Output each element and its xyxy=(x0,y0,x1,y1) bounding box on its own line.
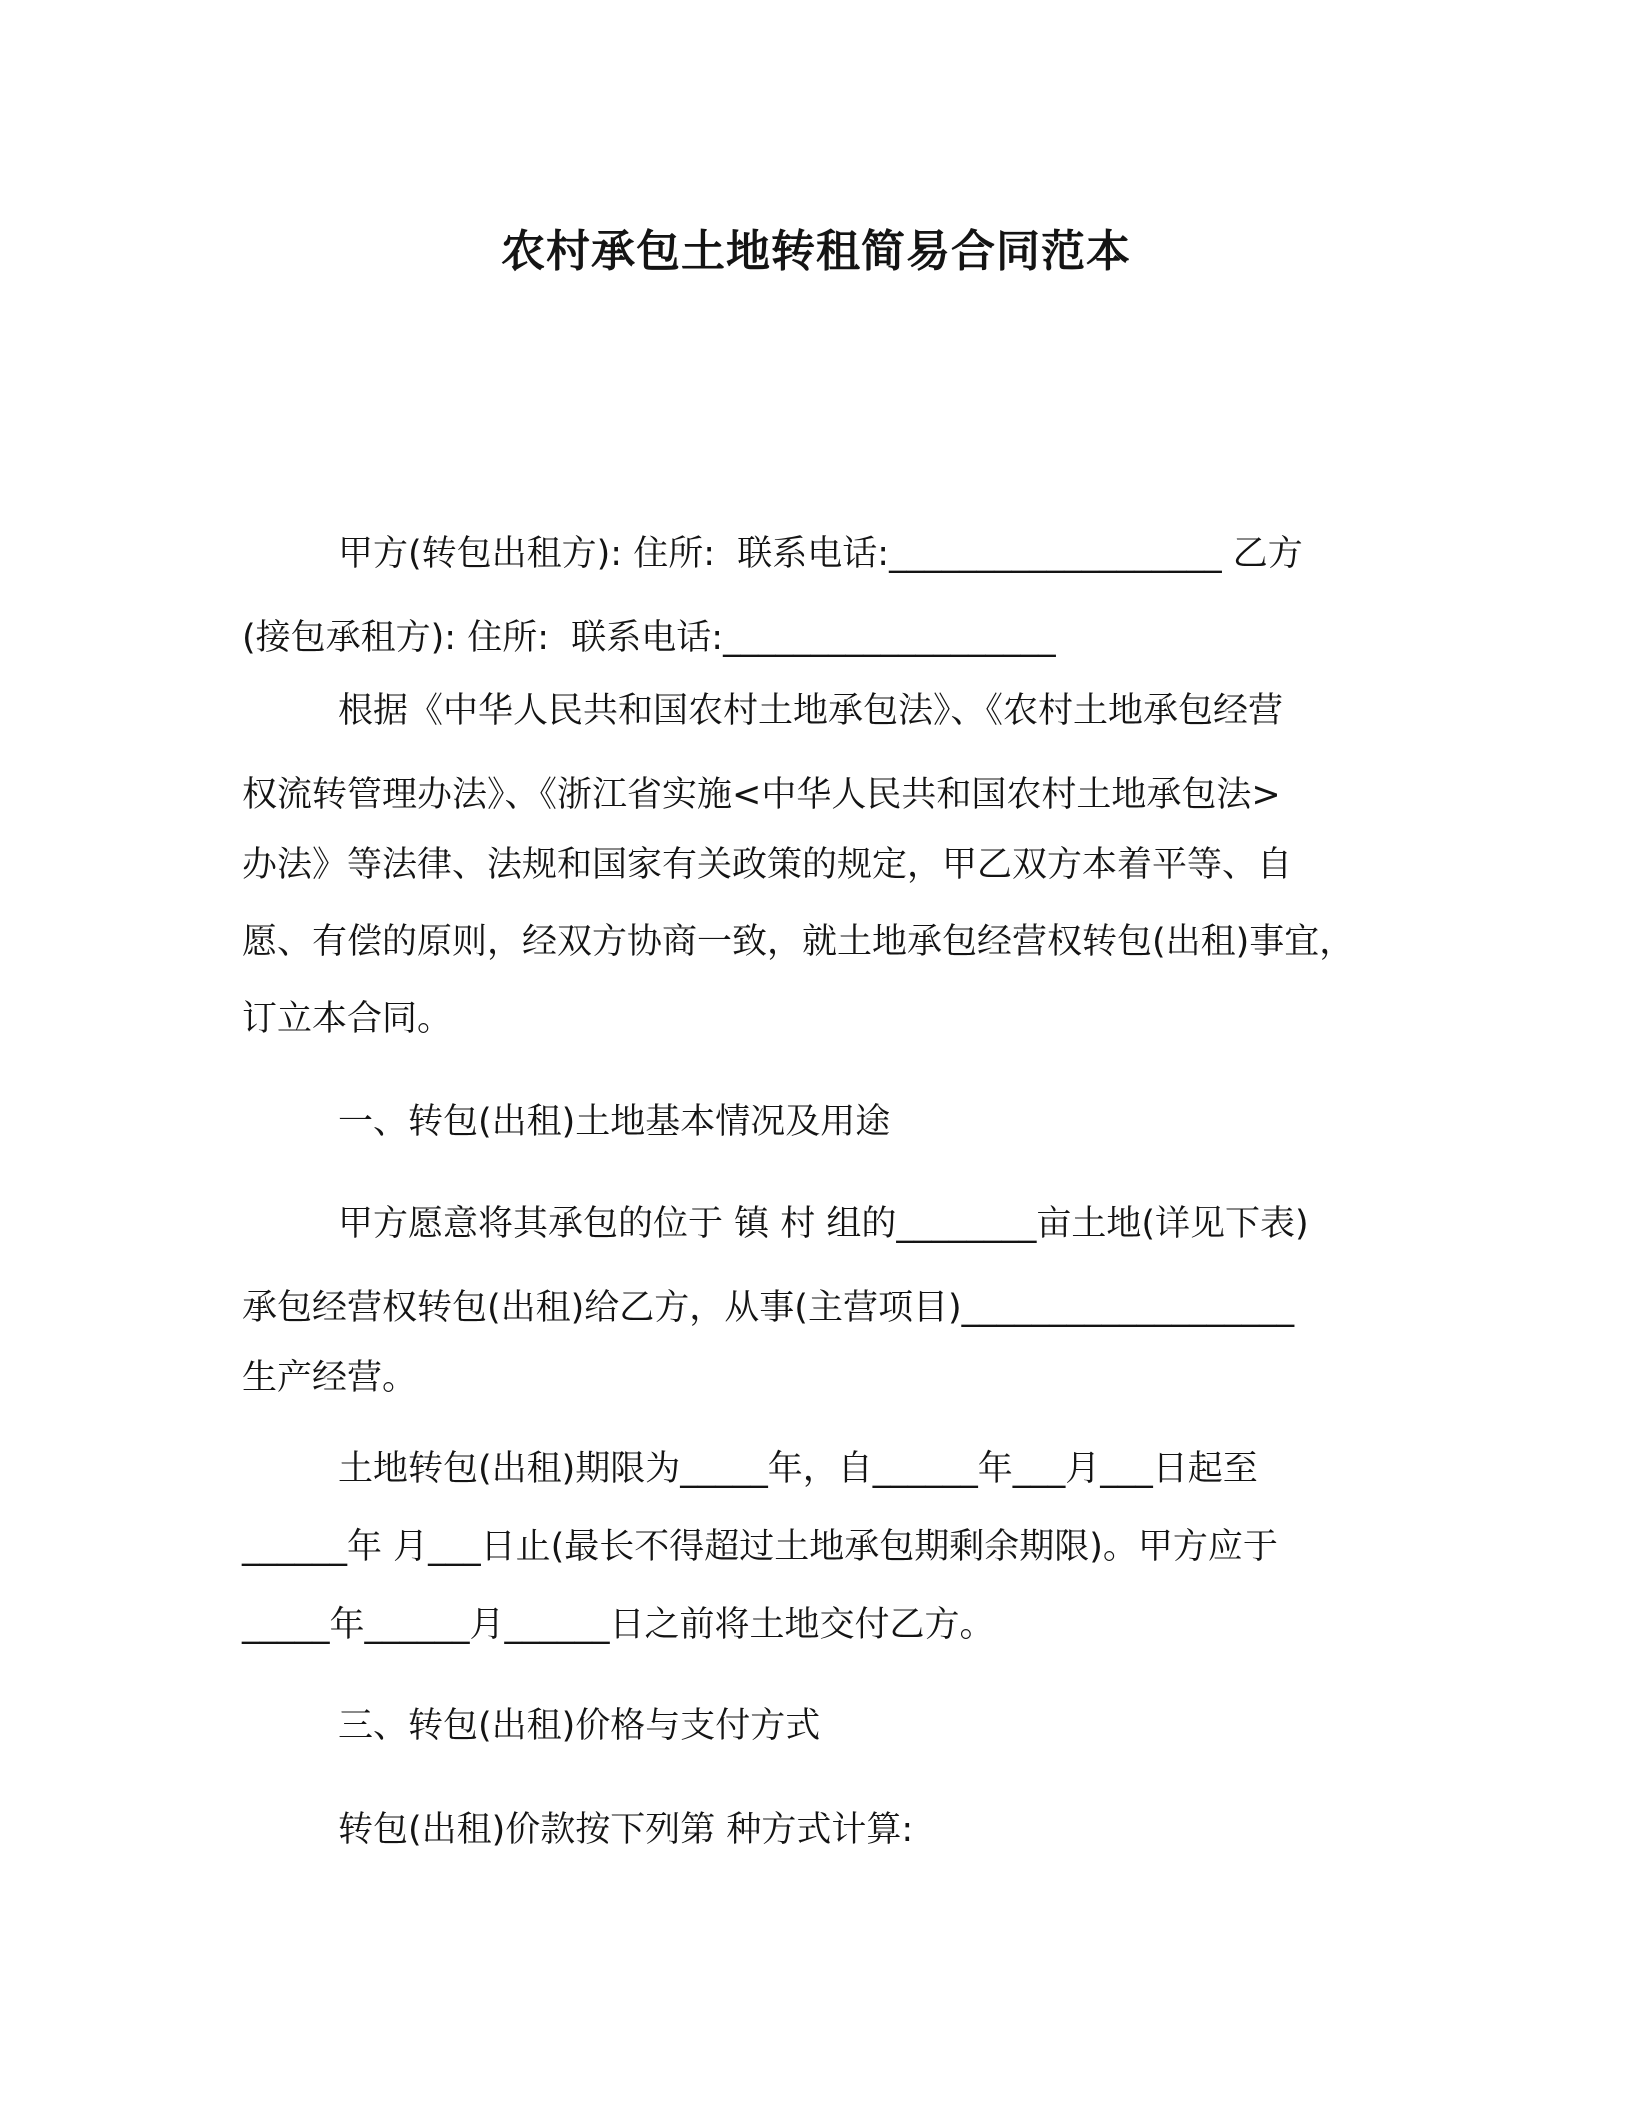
preamble-line: 权流转管理办法》、《浙江省实施<中华人民共和国农村土地承包法> xyxy=(242,775,1281,815)
preamble-line: 订立本合同。 xyxy=(242,999,453,1039)
party-a-line: 甲方(转包出租方): 住所: 联系电话:___________________ 乙方 xyxy=(338,534,1303,574)
document-title: 农村承包土地转租简易合同范本 xyxy=(501,226,1131,277)
paragraph-line: 土地转包(出租)期限为_____年，自______年___月___日起至 xyxy=(338,1449,1258,1489)
party-b-line: (接包承租方): 住所: 联系电话:___________________ xyxy=(242,618,1056,658)
section-1 xyxy=(242,1096,1412,1148)
section-3 xyxy=(242,1700,1412,1856)
section-heading: 一、转包(出租)土地基本情况及用途 xyxy=(338,1102,891,1142)
preamble-paragraph xyxy=(242,685,1412,1045)
preamble-line: 根据《中华人民共和国农村土地承包法》、《农村土地承包经营 xyxy=(338,691,1284,731)
preamble-line: 愿、有偿的原则，经双方协商一致，就土地承包经营权转包(出租)事宜， xyxy=(242,922,1355,962)
paragraph-line: 甲方愿意将其承包的位于 镇 村 组的________亩土地(详见下表) xyxy=(338,1204,1309,1244)
parties-block xyxy=(242,528,1412,664)
preamble-line: 办法》等法律、法规和国家有关政策的规定，甲乙双方本着平等、自 xyxy=(242,845,1293,885)
paragraph-line: 转包(出租)价款按下列第 种方式计算: xyxy=(338,1810,914,1850)
section-1-paragraph-2 xyxy=(242,1443,1412,1651)
paragraph-line: 生产经营。 xyxy=(242,1358,418,1398)
paragraph-line: 承包经营权转包(出租)给乙方，从事(主营项目)___________________ xyxy=(242,1288,1295,1328)
section-heading: 三、转包(出租)价格与支付方式 xyxy=(338,1706,821,1746)
section-1-paragraph-1 xyxy=(242,1198,1412,1404)
paragraph-line: ______年 月___日止(最长不得超过土地承包期剩余期限)。甲方应于 xyxy=(242,1527,1278,1567)
paragraph-line: _____年______月______日之前将土地交付乙方。 xyxy=(242,1605,995,1645)
